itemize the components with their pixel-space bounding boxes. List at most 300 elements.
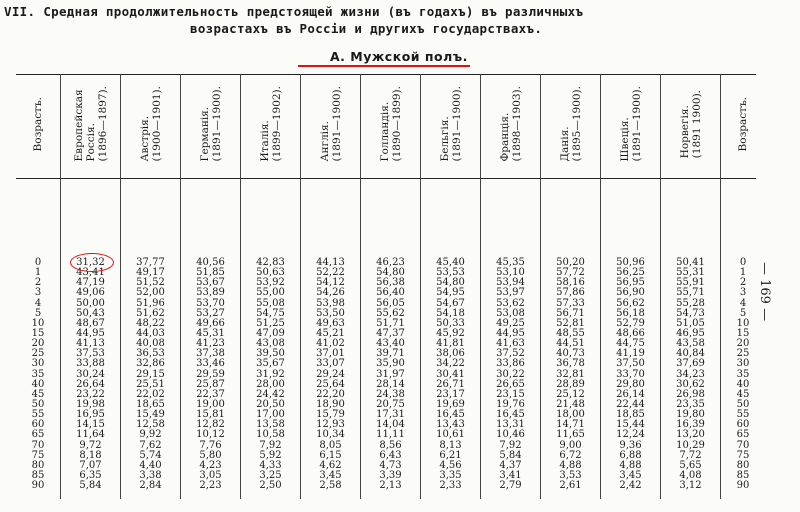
value-cell: 7,92 [481,441,541,451]
value-cell: 31,97 [361,370,421,380]
column-header-label: Германія. (1891—1900). [198,86,223,162]
value-cell: 23,22 [61,390,121,400]
value-cell: 44,13 [301,178,361,268]
value-cell: 3,41 [481,471,541,481]
column-header [481,74,541,178]
value-cell: 2,23 [181,481,241,499]
value-cell: 53,08 [481,309,541,319]
age-cell: 35 [31,368,45,380]
age-cell: 4 [721,299,766,309]
value-cell: 15,81 [181,410,241,420]
value-cell: 46,23 [361,178,421,268]
age-cell: 3 [34,287,42,299]
value-cell: 12,82 [181,420,241,430]
value-cell: 53,94 [481,278,541,288]
age-cell: 55 [31,409,45,421]
value-cell: 30,24 [61,370,121,380]
value-cell: 19,69 [421,400,481,410]
value-cell: 4,23 [181,461,241,471]
value-cell: 18,90 [301,400,361,410]
value-cell: 4,33 [241,461,301,471]
value-cell: 36,53 [121,349,181,359]
value-cell: 37,38 [181,349,241,359]
value-cell: 3,39 [361,471,421,481]
age-cell: 4 [34,297,42,309]
value-cell: 2,33 [421,481,481,499]
value-cell: 38,06 [421,349,481,359]
column-header [661,74,721,178]
value-cell: 49,06 [61,288,121,298]
value-cell: 29,24 [301,370,361,380]
column-header [181,74,241,178]
heading-line-1: Средная продолжительность предстоящей жизни (въ годахъ) въ различныхъ [43,4,584,19]
value-cell: 51,96 [121,299,181,309]
value-cell: 4,62 [301,461,361,471]
age-cell: 75 [721,451,766,461]
value-cell: 24,38 [361,390,421,400]
column-header [541,74,601,178]
value-cell: 41,02 [301,339,361,349]
value-cell: 37,52 [481,349,541,359]
value-cell: 6,88 [601,451,661,461]
value-cell: 57,72 [541,268,601,278]
value-cell [61,178,121,268]
value-cell: 23,17 [421,390,481,400]
age-cell: 70 [721,441,766,451]
value-cell: 19,76 [481,400,541,410]
value-cell: 3,12 [661,481,721,499]
value-cell: 7,76 [181,441,241,451]
value-cell: 52,81 [541,319,601,329]
value-cell: 53,53 [421,268,481,278]
value-cell: 30,41 [421,370,481,380]
value-cell: 2,50 [241,481,301,499]
value-cell: 33,07 [301,359,361,369]
value-cell: 55,00 [241,288,301,298]
value-cell: 12,24 [601,430,661,440]
value-cell: 8,56 [361,441,421,451]
value-cell: 49,63 [301,319,361,329]
value-cell: 41,63 [481,339,541,349]
column-header-label: Данія. (1895—1900). [558,86,583,162]
value-cell: 2,61 [541,481,601,499]
value-cell: 53,50 [301,309,361,319]
age-cell: 30 [31,358,45,370]
value-cell: 20,75 [361,400,421,410]
section-subtitle: А. Мужской полъ. [330,49,468,64]
value-cell: 29,59 [181,370,241,380]
value-cell: 29,80 [601,380,661,390]
value-cell: 37,01 [301,349,361,359]
value-cell: 45,31 [181,329,241,339]
value-cell: 26,98 [661,390,721,400]
page-number: — 169 — [757,262,772,322]
age-cell: 3 [721,288,766,298]
value-cell: 40,08 [121,339,181,349]
value-cell: 3,25 [241,471,301,481]
value-cell: 37,50 [601,359,661,369]
column-header [721,74,766,178]
value-cell: 21,48 [541,400,601,410]
value-cell: 28,89 [541,380,601,390]
value-cell: 8,18 [61,451,121,461]
value-cell: 3,05 [181,471,241,481]
value-cell: 44,75 [601,339,661,349]
value-cell: 40,84 [661,349,721,359]
value-cell: 42,83 [241,178,301,268]
column-header [601,74,661,178]
value-cell: 54,12 [301,278,361,288]
age-cell: 2 [34,277,42,289]
value-cell: 22,02 [121,390,181,400]
value-cell: 51,62 [121,309,181,319]
value-cell: 43,40 [361,339,421,349]
value-cell: 40,56 [181,178,241,268]
value-cell: 25,87 [181,380,241,390]
value-cell: 7,92 [241,441,301,451]
age-cell: 25 [721,349,766,359]
value-cell: 13,58 [241,420,301,430]
value-cell: 33,86 [481,359,541,369]
value-cell: 16,39 [661,420,721,430]
column-header-label: Франція. (1898—1903). [498,86,523,162]
value-cell: 35,67 [241,359,301,369]
value-cell: 53,97 [481,288,541,298]
value-cell: 25,12 [541,390,601,400]
value-cell: 56,05 [361,299,421,309]
value-cell: 2,42 [601,481,661,499]
age-cell: 65 [31,429,45,441]
column-header-label: Возрастъ. [737,96,749,152]
value-cell: 3,35 [421,471,481,481]
value-cell: 50,63 [241,268,301,278]
column-header [241,74,301,178]
value-cell: 53,92 [241,278,301,288]
value-cell: 53,89 [181,288,241,298]
value-cell: 54,95 [421,288,481,298]
value-cell: 54,67 [421,299,481,309]
age-cell: 0 [34,257,42,269]
value-cell: 9,00 [541,441,601,451]
value-cell: 15,49 [121,410,181,420]
value-cell: 43,08 [241,339,301,349]
value-cell: 25,51 [121,380,181,390]
value-cell: 53,98 [301,299,361,309]
value-cell: 47,37 [361,329,421,339]
value-cell: 12,58 [121,420,181,430]
value-cell: 44,95 [481,329,541,339]
value-cell: 56,40 [361,288,421,298]
age-cell: 50 [721,400,766,410]
value-cell: 49,17 [121,268,181,278]
value-cell: 5,74 [121,451,181,461]
age-cell: 55 [721,410,766,420]
value-cell: 14,04 [361,420,421,430]
age-cell: 65 [721,430,766,440]
value-cell: 2,84 [121,481,181,499]
table-row [16,178,765,268]
value-cell: 55,28 [661,299,721,309]
value-cell: 16,95 [61,410,121,420]
value-cell: 48,67 [61,319,121,329]
value-cell: 23,35 [661,400,721,410]
value-cell: 56,95 [601,278,661,288]
value-cell: 57,33 [541,299,601,309]
value-cell: 48,22 [121,319,181,329]
value-cell: 53,70 [181,299,241,309]
value-cell: 22,20 [301,390,361,400]
age-cell: 20 [31,338,45,350]
value-cell: 50,00 [61,299,121,309]
value-cell: 22,37 [181,390,241,400]
value-cell: 55,31 [661,268,721,278]
age-cell: 2 [721,278,766,288]
value-cell: 55,91 [661,278,721,288]
value-cell: 6,21 [421,451,481,461]
value-cell: 54,80 [421,278,481,288]
value-cell: 10,61 [421,430,481,440]
value-cell: 2,13 [361,481,421,499]
value-cell: 5,84 [481,451,541,461]
value-cell: 3,45 [301,471,361,481]
value-cell: 22,44 [601,400,661,410]
value-cell: 18,85 [601,410,661,420]
column-header [421,74,481,178]
value-cell: 31,92 [241,370,301,380]
life-expectancy-table [16,74,765,499]
value-cell: 15,79 [301,410,361,420]
value-cell: 36,78 [541,359,601,369]
value-cell: 45,40 [421,178,481,268]
value-cell: 56,62 [601,299,661,309]
value-cell: 55,08 [241,299,301,309]
value-cell: 55,62 [361,309,421,319]
value-cell: 39,71 [361,349,421,359]
table-row [16,430,765,440]
value-cell: 4,37 [481,461,541,471]
age-cell: 85 [31,470,45,482]
value-cell: 10,34 [301,430,361,440]
value-cell: 18,00 [541,410,601,420]
column-header-label: Возрастъ. [32,96,44,152]
value-cell: 47,09 [241,329,301,339]
value-cell: 6,72 [541,451,601,461]
value-cell: 14,15 [61,420,121,430]
value-cell: 10,46 [481,430,541,440]
value-cell: 45,35 [481,178,541,268]
value-cell: 11,65 [541,430,601,440]
value-cell: 53,62 [481,299,541,309]
value-cell: 26,64 [61,380,121,390]
value-cell: 50,41 [661,178,721,268]
age-cell: 75 [31,449,45,461]
value-cell: 50,20 [541,178,601,268]
age-cell: 15 [31,328,45,340]
age-cell: 5 [34,307,42,319]
value-cell: 51,71 [361,319,421,329]
value-cell: 37,69 [661,359,721,369]
value-cell: 56,90 [601,288,661,298]
value-cell: 58,16 [541,278,601,288]
value-cell: 44,51 [541,339,601,349]
value-cell: 50,33 [421,319,481,329]
age-cell: 50 [31,399,45,411]
value-cell: 32,86 [121,359,181,369]
value-cell: 34,22 [421,359,481,369]
age-cell: 45 [721,390,766,400]
heading-line-2: возрастахъ въ Россіи и другихъ государствахъ. [190,21,543,36]
value-cell: 49,66 [181,319,241,329]
circled-value: 31,32 [76,258,105,268]
value-cell: 33,70 [601,370,661,380]
value-cell: 7,07 [61,461,121,471]
table-header-row [16,74,765,178]
value-cell: 41,13 [61,339,121,349]
value-cell: 18,65 [121,400,181,410]
age-cell: 85 [721,471,766,481]
column-header [361,74,421,178]
value-cell: 16,45 [421,410,481,420]
value-cell: 56,71 [541,309,601,319]
value-cell: 4,73 [361,461,421,471]
value-cell: 5,80 [181,451,241,461]
value-cell: 10,29 [661,441,721,451]
value-cell: 4,40 [121,461,181,471]
value-cell: 37,77 [121,178,181,268]
value-cell: 51,25 [241,319,301,329]
value-cell: 53,27 [181,309,241,319]
value-cell: 11,11 [361,430,421,440]
value-cell: 9,36 [601,441,661,451]
value-cell: 2,58 [301,481,361,499]
value-cell: 4,08 [661,471,721,481]
age-cell: 25 [31,348,45,360]
column-header [61,74,121,178]
value-cell: 49,25 [481,319,541,329]
value-cell: 34,23 [661,370,721,380]
value-cell: 4,56 [421,461,481,471]
age-cell: 30 [721,359,766,369]
value-cell: 13,31 [481,420,541,430]
value-cell: 39,50 [241,349,301,359]
column-header-label: Бельгія. (1891—1900). [438,86,463,162]
value-cell: 26,71 [421,380,481,390]
value-cell: 55,71 [661,288,721,298]
value-cell: 5,92 [241,451,301,461]
value-cell: 43,58 [661,339,721,349]
column-header-label: Голландія. (1890—1899). [378,86,403,162]
age-cell: 45 [31,388,45,400]
value-cell: 51,85 [181,268,241,278]
value-cell: 14,71 [541,420,601,430]
value-cell: 50,43 [61,309,121,319]
age-cell: 70 [31,439,45,451]
value-cell: 30,22 [481,370,541,380]
value-cell: 15,44 [601,420,661,430]
age-cell: 5 [721,309,766,319]
age-cell: 1 [721,268,766,278]
value-cell: 16,45 [481,410,541,420]
value-cell: 33,46 [181,359,241,369]
value-cell: 28,14 [361,380,421,390]
value-cell: 54,26 [301,288,361,298]
value-cell: 56,18 [601,309,661,319]
value-cell: 54,80 [361,268,421,278]
value-cell: 7,62 [121,441,181,451]
value-cell: 51,05 [661,319,721,329]
value-cell: 43,41 [61,268,121,278]
age-cell: 60 [31,419,45,431]
value-cell: 24,42 [241,390,301,400]
value-cell: 53,67 [181,278,241,288]
value-cell: 57,86 [541,288,601,298]
value-cell: 3,38 [121,471,181,481]
age-cell: 0 [721,178,766,268]
value-cell: 54,75 [241,309,301,319]
value-cell: 33,88 [61,359,121,369]
value-cell: 54,18 [421,309,481,319]
value-cell: 5,65 [661,461,721,471]
value-cell: 13,20 [661,430,721,440]
value-cell: 26,65 [481,380,541,390]
value-cell: 28,00 [241,380,301,390]
value-cell: 5,84 [61,481,121,499]
subtitle-underline [298,65,470,67]
column-header [301,74,361,178]
value-cell: 7,72 [661,451,721,461]
value-cell: 19,98 [61,400,121,410]
column-header [121,74,181,178]
value-cell: 44,03 [121,329,181,339]
age-cell: 10 [721,319,766,329]
value-cell: 6,15 [301,451,361,461]
age-cell: 80 [31,459,45,471]
age-cell: 40 [31,378,45,390]
age-cell: 15 [721,329,766,339]
value-cell: 25,64 [301,380,361,390]
value-cell: 20,50 [241,400,301,410]
age-cell: 90 [31,480,45,492]
value-cell: 4,88 [541,461,601,471]
value-cell: 44,95 [61,329,121,339]
column-header [16,74,61,178]
value-cell: 40,73 [541,349,601,359]
value-cell: 48,66 [601,329,661,339]
value-cell: 23,15 [481,390,541,400]
age-cell: 80 [721,461,766,471]
value-cell: 52,79 [601,319,661,329]
value-cell: 41,81 [421,339,481,349]
age-cell: 60 [721,420,766,430]
value-cell: 41,23 [181,339,241,349]
value-cell: 48,55 [541,329,601,339]
value-cell: 54,73 [661,309,721,319]
value-cell: 52,00 [121,288,181,298]
value-cell: 56,38 [361,278,421,288]
value-cell: 30,62 [661,380,721,390]
value-cell: 3,45 [601,471,661,481]
column-header-label: Швеція. (1891—1900). [618,86,643,162]
age-cell: 40 [721,380,766,390]
value-cell: 51,52 [121,278,181,288]
value-cell: 6,35 [61,471,121,481]
value-cell: 56,25 [601,268,661,278]
value-cell: 9,72 [61,441,121,451]
value-cell: 50,96 [601,178,661,268]
value-cell: 8,05 [301,441,361,451]
value-cell: 47,19 [61,278,121,288]
value-cell: 29,15 [121,370,181,380]
